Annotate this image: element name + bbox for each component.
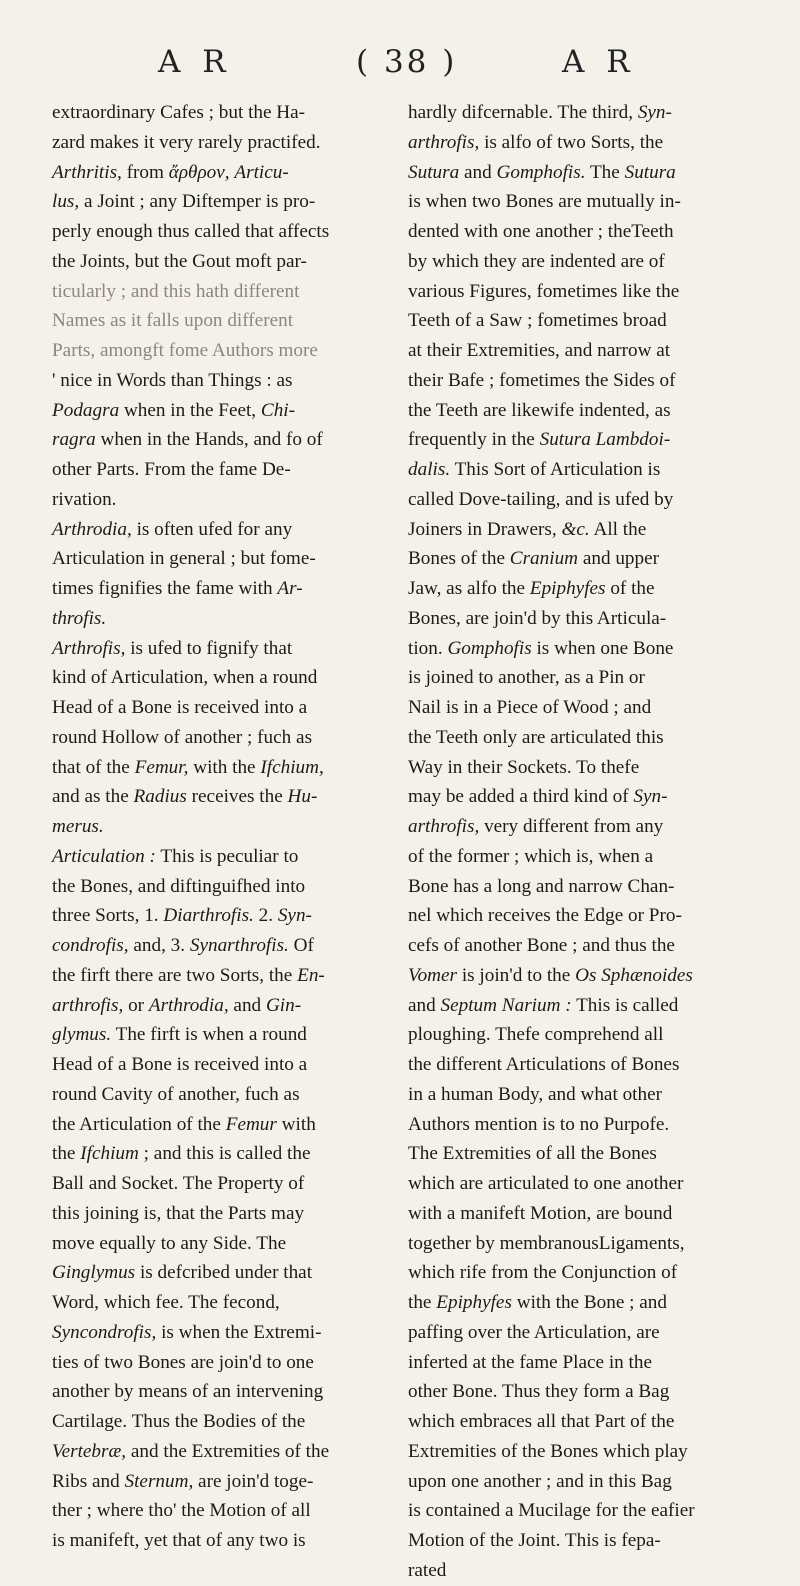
text-run: cefs of another Bone ; and thus the (408, 935, 675, 956)
text-line (408, 931, 764, 961)
text-run: is ufed to fignify that (125, 637, 293, 659)
italic-term: Hu- (287, 786, 318, 808)
text-line (52, 872, 388, 902)
text-line (408, 812, 764, 842)
text-run: or (123, 994, 149, 1016)
text-run: another by means of an intervening (52, 1381, 324, 1403)
text-line (408, 247, 764, 277)
text-run: called Dove-tailing, and is ufed by (408, 488, 674, 510)
text-line (52, 425, 388, 455)
text-line (52, 217, 388, 247)
text-run: ticularly ; and this hath different (52, 280, 300, 302)
italic-term: Diarthrofis. (163, 905, 254, 927)
text-line (408, 187, 764, 217)
text-run: the firft there are two Sorts, the (52, 964, 298, 986)
text-line (408, 753, 764, 783)
text-line (52, 277, 388, 307)
text-line (52, 1199, 388, 1229)
text-line (52, 485, 388, 515)
text-run: round Cavity of another, fuch as (52, 1083, 300, 1105)
text-run: hardly difcernable. The third, (408, 102, 638, 123)
italic-term: arthrofis, (408, 816, 480, 837)
text-line (52, 604, 388, 634)
text-run: that of the (52, 756, 135, 778)
text-run: the different Articulations of Bones (408, 1054, 680, 1075)
text-run: is joined to another, as a Pin or (408, 667, 645, 689)
text-run: Cartilage. Thus the Bodies of the (52, 1411, 306, 1432)
text-run: is alfo of two Sorts, the (479, 131, 664, 153)
italic-term: Femur (225, 1113, 277, 1135)
text-run: ties of two Bones are join'd to one (52, 1351, 314, 1373)
italic-term: condrofis, (52, 935, 129, 956)
text-line (52, 306, 388, 336)
text-line (52, 1139, 388, 1169)
text-line (408, 872, 764, 902)
text-line (52, 1348, 388, 1378)
text-run: which rife from the Conjunction of (408, 1262, 678, 1284)
italic-term: arthrofis, (52, 994, 124, 1016)
text-line (408, 723, 764, 753)
text-line (52, 336, 388, 366)
text-line (408, 1407, 764, 1437)
text-line (408, 782, 764, 812)
italic-term: Cranium (509, 548, 579, 570)
text-line (52, 1467, 388, 1497)
italic-term: Epiphyfes (436, 1292, 512, 1313)
text-run: rivation. (52, 488, 117, 510)
text-line (408, 1110, 764, 1140)
text-line (52, 1288, 388, 1318)
running-header (0, 44, 800, 88)
text-run: Bones of the (408, 548, 510, 570)
text-line (52, 1318, 388, 1348)
text-line (52, 574, 388, 604)
text-line (52, 753, 388, 783)
italic-term: Arthritis, (52, 161, 122, 183)
text-run: Parts, amongft fome Authors more (52, 340, 318, 361)
text-run: Of (288, 935, 314, 956)
text-run: the Bones, and diftinguifhed into (52, 875, 306, 897)
italic-term: Sutura (624, 161, 676, 183)
text-run: and (228, 994, 266, 1016)
italic-term: Gomphofis. (496, 161, 586, 183)
text-line (408, 1080, 764, 1110)
text-run: is when one Bone (531, 637, 674, 659)
text-run: extraordinary Cafes ; but the Ha- (52, 102, 306, 123)
text-line (408, 991, 764, 1021)
text-line (408, 1526, 764, 1556)
text-run: and as the (52, 786, 134, 808)
text-line (408, 1556, 764, 1586)
italic-term: Vertebræ, (52, 1440, 127, 1462)
header-left-letters: A R (158, 44, 232, 80)
text-run: three Sorts, 1. (52, 905, 164, 927)
text-run: the Teeth only are articulated this (408, 726, 664, 748)
italic-term: Radius (133, 786, 187, 808)
italic-term: Arthrodia, (52, 518, 132, 540)
text-run: are join'd toge- (193, 1470, 314, 1492)
italic-term: Sutura Lambdoi- (539, 429, 671, 451)
text-run: zard makes it very rarely practifed. (52, 131, 321, 153)
text-run: ' nice in Words than Things : as (52, 369, 293, 391)
text-line (408, 1169, 764, 1199)
right-text-column (408, 98, 764, 1586)
text-line (408, 693, 764, 723)
text-line (408, 663, 764, 693)
text-run: may be added a third kind of (408, 786, 634, 808)
text-run: Way in their Sockets. To thefe (408, 756, 640, 778)
text-line (408, 604, 764, 634)
text-run: and the Extremities of the (126, 1440, 330, 1462)
text-line (52, 98, 388, 128)
text-run: and (408, 994, 441, 1016)
text-line (52, 1080, 388, 1110)
text-run: other Parts. From the fame De- (52, 459, 291, 480)
italic-term: En- (297, 964, 325, 986)
text-run: is when the Extremi- (156, 1321, 322, 1343)
text-run: is often ufed for any (131, 518, 293, 540)
text-run: move equally to any Side. The (52, 1232, 287, 1254)
text-run: This is called (571, 994, 679, 1016)
italic-term: Syn- (277, 905, 312, 927)
text-run: is when two Bones are mutually in- (408, 191, 681, 213)
text-line (408, 98, 764, 128)
text-line (52, 515, 388, 545)
text-run: Jaw, as alfo the (408, 578, 530, 599)
text-run: dented with one another ; theTeeth (408, 221, 674, 242)
text-line (408, 961, 764, 991)
italic-term: Ifchium, (260, 756, 324, 778)
text-run: is contained a Mucilage for the eafier (408, 1500, 695, 1522)
text-run: other Bone. Thus they form a Bag (408, 1381, 670, 1403)
text-line (52, 961, 388, 991)
text-run: Motion of the Joint. This is fepa- (408, 1530, 661, 1551)
italic-term: Epiphyfes (529, 578, 606, 599)
text-run: in a human Body, and what other (408, 1083, 662, 1105)
text-line (52, 158, 388, 188)
text-line (52, 1110, 388, 1140)
text-run: ; and this is called the (138, 1143, 311, 1165)
text-run: kind of Articulation, when a round (52, 667, 318, 689)
text-run: Ribs and (52, 1470, 125, 1492)
text-run: inferted at the fame Place in the (408, 1351, 652, 1373)
italic-term: Syn- (637, 102, 672, 123)
text-line (408, 515, 764, 545)
text-line (408, 366, 764, 396)
text-run: is join'd to the (457, 964, 576, 986)
italic-term: Vomer (408, 964, 458, 986)
italic-term: Gin- (265, 994, 302, 1016)
text-line (52, 366, 388, 396)
text-run: together by membranousLigaments, (408, 1232, 685, 1254)
text-run: very different from any (479, 816, 664, 837)
text-run: This is peculiar to (155, 845, 299, 867)
italic-term: Articu- (234, 161, 289, 183)
text-line (408, 544, 764, 574)
text-run: with the Bone ; and (511, 1292, 667, 1313)
text-line (408, 901, 764, 931)
text-line (408, 128, 764, 158)
italic-term: throfis. (52, 607, 107, 629)
text-run: when in the Hands, and fo of (95, 429, 323, 451)
text-run: from (121, 161, 169, 183)
text-line (408, 336, 764, 366)
text-run: the (52, 1143, 81, 1165)
text-run: the Articulation of the (52, 1113, 226, 1135)
text-run: tion. (408, 637, 448, 659)
text-line (52, 1437, 388, 1467)
text-run: The Extremities of all the Bones (408, 1143, 657, 1165)
page-number: ( 38 ) (356, 44, 458, 80)
text-line (52, 1050, 388, 1080)
text-line (408, 1288, 764, 1318)
italic-term: Arthrodia, (148, 994, 229, 1016)
text-run: which embraces all that Part of the (408, 1411, 675, 1432)
text-run: nel which receives the Edge or Pro- (408, 905, 682, 927)
text-line (408, 1318, 764, 1348)
italic-term: lus, (52, 191, 80, 213)
text-run: their Bafe ; fometimes the Sides of (408, 369, 676, 391)
text-run: Nail is in a Piece of Wood ; and (408, 697, 652, 718)
text-run: at their Extremities, and narrow at (408, 340, 671, 361)
text-line (408, 217, 764, 247)
text-run: 2. (253, 905, 278, 927)
italic-term: Septum Narium : (440, 994, 572, 1016)
italic-term: Os Sphænoides (575, 964, 693, 986)
text-line (52, 128, 388, 158)
text-line (52, 723, 388, 753)
italic-term: Ifchium (80, 1143, 139, 1165)
text-line (52, 634, 388, 664)
italic-term: glymus. (52, 1024, 112, 1046)
text-line (408, 1496, 764, 1526)
text-run: All the (589, 518, 647, 540)
text-line (408, 1020, 764, 1050)
text-run: and upper (578, 548, 660, 570)
italic-term: Synarthrofis. (189, 935, 289, 956)
italic-term: Syncondrofis, (52, 1321, 157, 1343)
text-line (52, 842, 388, 872)
text-line (408, 634, 764, 664)
text-line (52, 455, 388, 485)
text-line (52, 693, 388, 723)
text-run: is manifeft, yet that of any two is (52, 1530, 306, 1551)
text-run: with the (188, 756, 261, 778)
text-line (52, 1169, 388, 1199)
text-line (408, 1199, 764, 1229)
text-line (52, 187, 388, 217)
text-run: times fignifies the fame with (52, 578, 278, 599)
italic-term: arthrofis, (408, 131, 480, 153)
text-line (52, 396, 388, 426)
text-line (408, 1348, 764, 1378)
text-run: The (585, 161, 625, 183)
text-line (408, 1467, 764, 1497)
text-line (52, 1526, 388, 1556)
text-line (408, 1050, 764, 1080)
text-line (408, 842, 764, 872)
text-line (408, 485, 764, 515)
text-line (52, 991, 388, 1021)
text-run: and, 3. (128, 935, 190, 956)
text-line (408, 1229, 764, 1259)
header-right-letters: A R (562, 44, 636, 80)
text-line (52, 1258, 388, 1288)
italic-term: Syn- (633, 786, 668, 808)
italic-term: Femur, (134, 756, 189, 778)
text-run: which are articulated to one another (408, 1173, 684, 1194)
text-run: Bones, are join'd by this Articula- (408, 607, 667, 629)
text-run: frequently in the (408, 429, 540, 451)
text-line (408, 396, 764, 426)
text-run: of the (605, 578, 655, 599)
italic-term: ἄρθρον, (168, 161, 230, 183)
italic-term: Podagra (52, 399, 120, 421)
italic-term: dalis. (408, 459, 451, 480)
italic-term: merus. (52, 816, 104, 837)
text-run: the Teeth are likewife indented, as (408, 399, 671, 421)
text-line (52, 782, 388, 812)
text-run: the Joints, but the Gout moft par- (52, 250, 307, 272)
text-run: various Figures, fometimes like the (408, 280, 680, 302)
text-run: Bone has a long and narrow Chan- (408, 875, 675, 897)
text-run: Teeth of a Saw ; fometimes broad (408, 310, 667, 332)
italic-term: Arthrofis, (52, 637, 126, 659)
text-run: is defcribed under that (135, 1262, 313, 1284)
text-line (52, 1020, 388, 1050)
text-line (52, 1229, 388, 1259)
text-line (52, 901, 388, 931)
text-run: ploughing. Thefe comprehend all (408, 1024, 664, 1046)
text-run: Word, which fee. The fecond, (52, 1292, 280, 1313)
italic-term: ragra (52, 429, 96, 451)
text-run: Head of a Bone is received into a (52, 697, 308, 718)
text-run: when in the Feet, (119, 399, 261, 421)
text-line (52, 1407, 388, 1437)
text-run: Names as it falls upon different (52, 310, 294, 332)
text-line (408, 1437, 764, 1467)
text-run: upon one another ; and in this Bag (408, 1470, 672, 1492)
italic-term: Ar- (277, 578, 303, 599)
text-run: This Sort of Articulation is (450, 459, 661, 480)
text-run: a Joint ; any Diftemper is pro- (79, 191, 316, 213)
italic-term: Chi- (260, 399, 296, 421)
text-run: The firft is when a round (111, 1024, 307, 1046)
text-line (408, 306, 764, 336)
text-run: Authors mention is to no Purpofe. (408, 1113, 670, 1135)
text-run: receives the (186, 786, 288, 808)
text-line (408, 277, 764, 307)
italic-term: Gomphofis (447, 637, 532, 659)
text-line (408, 455, 764, 485)
text-run: Ball and Socket. The Property of (52, 1173, 305, 1194)
text-line (52, 812, 388, 842)
text-run: Extremities of the Bones which play (408, 1440, 688, 1462)
text-line (52, 1496, 388, 1526)
text-run: of the former ; which is, when a (408, 845, 654, 867)
text-run: paffing over the Articulation, are (408, 1321, 660, 1343)
left-text-column (52, 98, 388, 1556)
text-line (52, 1377, 388, 1407)
italic-term: Ginglymus (52, 1262, 136, 1284)
text-run: Articulation in general ; but fome- (52, 548, 316, 570)
italic-term: Sternum, (124, 1470, 194, 1492)
text-run: round Hollow of another ; fuch as (52, 726, 313, 748)
italic-term: Articulation : (52, 845, 156, 867)
text-run: ther ; where tho' the Motion of all (52, 1500, 311, 1522)
text-run: by which they are indented are of (408, 250, 665, 272)
text-line (408, 1139, 764, 1169)
text-line (408, 1258, 764, 1288)
text-run: rated (408, 1559, 447, 1581)
text-run: this joining is, that the Parts may (52, 1202, 305, 1224)
text-run: the (408, 1292, 437, 1313)
italic-term: &c. (561, 518, 590, 540)
text-run: and (459, 161, 497, 183)
italic-term: Sutura (408, 161, 460, 183)
text-run: Head of a Bone is received into a (52, 1054, 308, 1075)
text-run: perly enough thus called that affects (52, 221, 330, 242)
text-line (52, 247, 388, 277)
text-line (408, 574, 764, 604)
text-run: with a manifeft Motion, are bound (408, 1202, 673, 1224)
text-line (52, 931, 388, 961)
text-run: with (276, 1113, 316, 1135)
text-run: Joiners in Drawers, (408, 518, 562, 540)
text-line (408, 425, 764, 455)
text-line (408, 158, 764, 188)
text-line (52, 544, 388, 574)
text-line (52, 663, 388, 693)
text-line (408, 1377, 764, 1407)
